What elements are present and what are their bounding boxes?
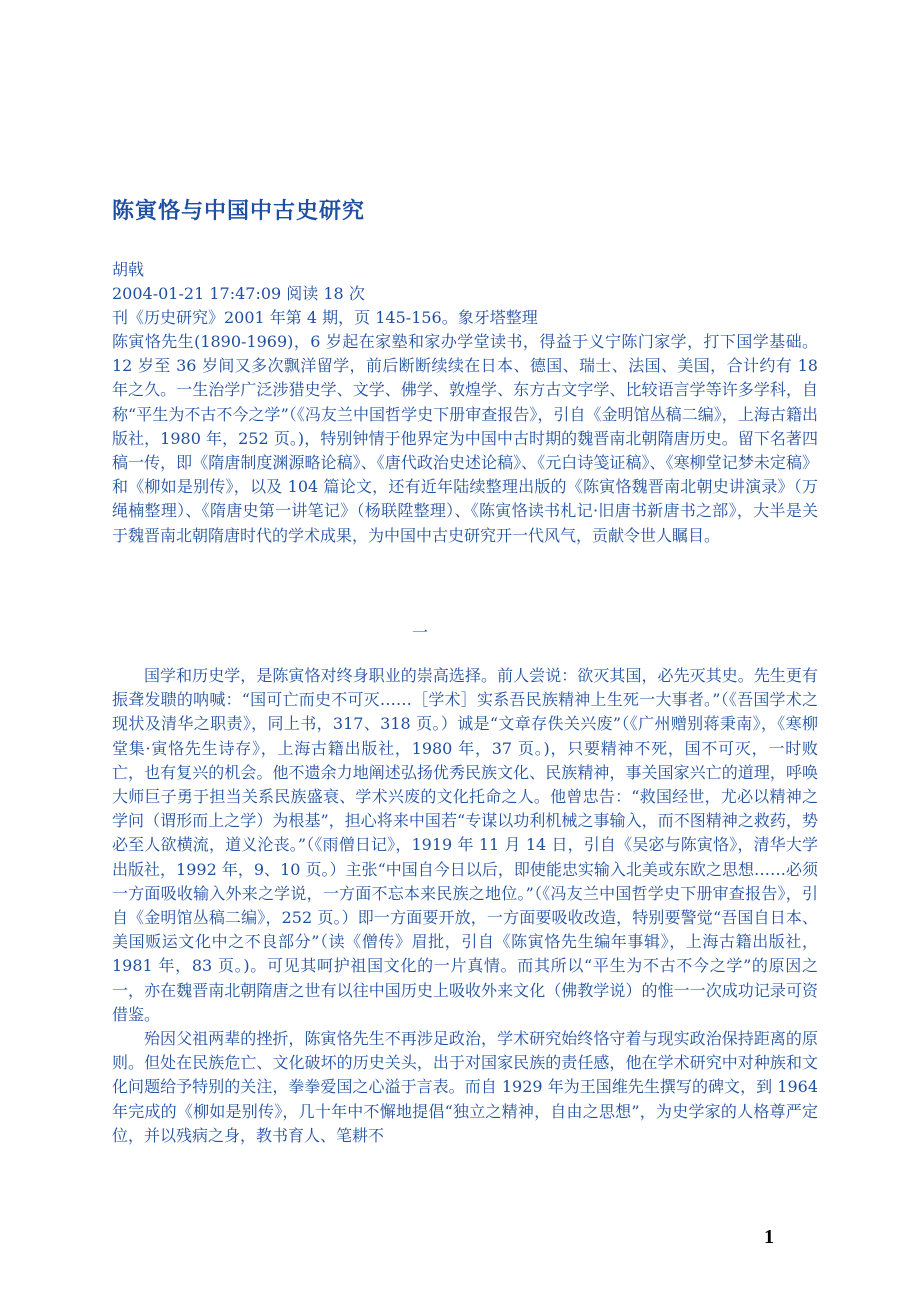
section-number: 一: [412, 623, 429, 642]
body-paragraph: 国学和历史学，是陈寅恪对终身职业的崇高选择。前人尝说：欲灭其国，必先灭其史。先生更有振聋发聩的呐喊：“国可亡而史不可灭……［学术］实系吾民族精神上生死一大事者。”（《吾国学术之现状及清华之职责》，同上书，317、318 页。）诚是“文章存佚关兴废”（《广州赠别蒋秉南》，《寒柳堂集·寅恪先生诗存》，上海古籍出版社，1980 年，37 页。)，只要精神不死，国不可灭，一时败亡，也有复兴的机会。他不遗余力地阐述弘扬优秀民族文化、民族精神，事关国家兴亡的道理，呼唤大师巨子勇于担当关系民族盛衰、学术兴废的文化托命之人。他曾忠告：“救国经世，尤必以精神之学问（谓形而上之学）为根基”，担心将来中国若“专谋以功利机械之事输入，而不图精神之救药，势必至人欲横流，道义沦丧。”（《雨僧日记》，1919 年 11 月 14 日，引自《吴宓与陈寅恪》，清华大学出版社，1992 年，9、10 页。）主张“中国自今日以后，即使能忠实输入北美或东欧之思想……必须一方面吸收输入外来之学说，一方面不忘本来民族之地位。”（《冯友兰中国哲学史下册审查报告》，引自《金明馆丛稿二编》，252 页。）即一方面要开放，一方面要吸收改造，特别要警觉“吾国自日本、美国贩运文化中之不良部分”（读《僧传》眉批，引自《陈寅恪先生编年事辑》，上海古籍出版社，1981 年，83 页。)。可见其呵护祖国文化的一片真情。而其所以“平生为不古不今之学”的原因之一，亦在魏晋南北朝隋唐之世有以往中国历史上吸收外来文化（佛教学说）的惟一一次成功记录可资借鉴。: [112, 666, 818, 1024]
intro-paragraph: 陈寅恪先生(1890-1969)，6 岁起在家塾和家办学堂读书，得益于义宁陈门家学，打下国学基础。12 岁至 36 岁间又多次飘洋留学，前后断断续续在日本、德国、瑞士、法国、美国，合计约有 18 年之久。一生治学广泛涉猎史学、文学、佛学、敦煌学、东方古文字学、比较语言学等许多学科，自称“平生为不古不今之学”（《冯友兰中国哲学史下册审查报告》，引自《金明馆丛稿二编》，上海古籍出版社，1980 年，252 页。)，特别钟情于他界定为中国中古时期的魏晋南北朝隋唐历史。留下名著四稿一传，即《隋唐制度渊源略论稿》、《唐代政治史述论稿》、《元白诗笺证稿》、《寒柳堂记梦未定稿》和《柳如是别传》，以及 104 篇论文，还有近年陆续整理出版的《陈寅恪魏晋南北朝史讲演录》（万绳楠整理）、《隋唐史第一讲笔记》（杨联陞整理）、《陈寅恪读书札记·旧唐书新唐书之部》，大半是关于魏晋南北朝隋唐时代的学术成果，为中国中古史研究开一代风气，贡献令世人瞩目。: [112, 332, 818, 545]
article-title: 陈寅恪与中国中古史研究: [112, 198, 366, 224]
page-number: 1: [764, 1226, 774, 1248]
body-paragraph: 殆因父祖两辈的挫折，陈寅恪先生不再涉足政治，学术研究始终恪守着与现实政治保持距离的原则。但处在民族危亡、文化破坏的历史关头，出于对国家民族的责任感，他在学术研究中对种族和文化问题给予特别的关注，拳拳爱国之心溢于言表。而自 1929 年为王国维先生撰写的碑文，到 1964 年完成的《柳如是别传》，几十年中不懈地提倡“独立之精神，自由之思想”，为史学家的人格尊严定位，并以残病之身，教书育人、笔耕不: [112, 1029, 818, 1145]
article-author: 胡戟: [112, 260, 145, 279]
article-source: 刊《历史研究》2001 年第 4 期，页 145-156。象牙塔整理: [112, 308, 538, 327]
section-body: [112, 664, 818, 1148]
article-posted-info: 2004-01-21 17:47:09 阅读 18 次: [112, 284, 365, 303]
